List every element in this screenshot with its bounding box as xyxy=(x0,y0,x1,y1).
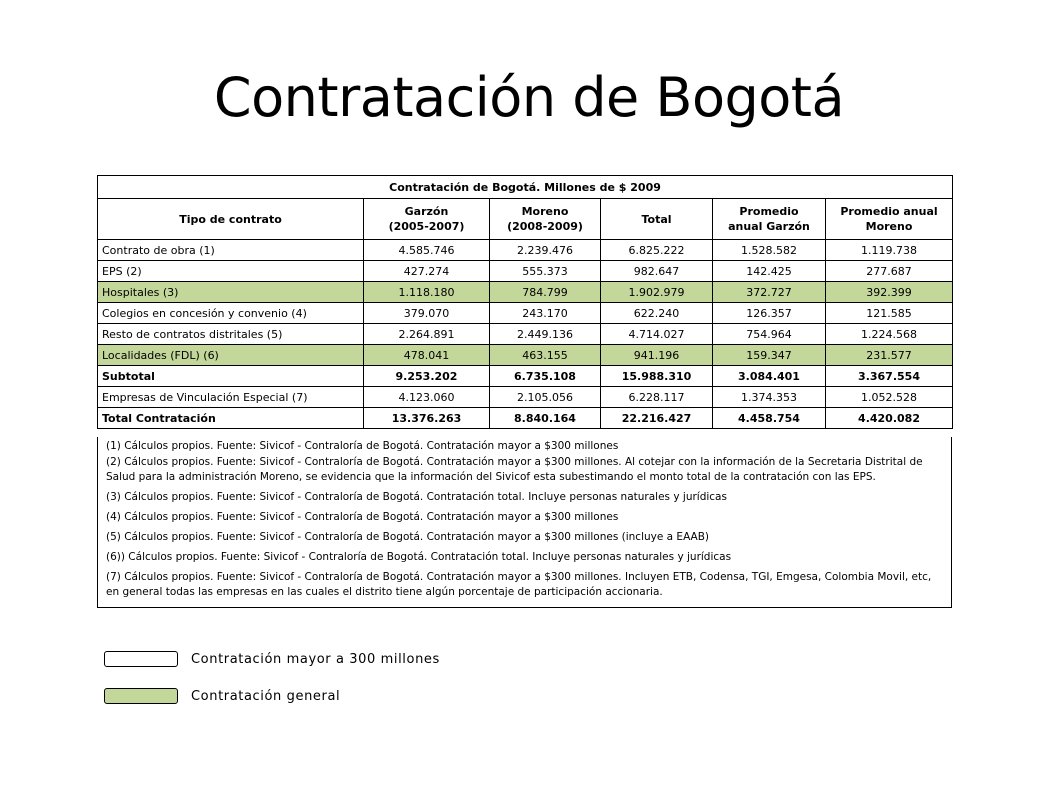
value-cell: 13.376.263 xyxy=(364,408,490,429)
footnotes xyxy=(97,437,952,608)
value-cell: 2.105.056 xyxy=(490,387,601,408)
footnote: (2) Cálculos propios. Fuente: Sivicof - Contraloría de Bogotá. Contratación mayor a $300 millones. Al cotejar con la información de la Secretaria Distrital de Salud para la administración Moreno, se evidencia que la información del Sivicof esta subestimando el monto total de la contratación con las EPS. xyxy=(106,456,923,483)
value-cell: 754.964 xyxy=(713,324,826,345)
footnote: (4) Cálculos propios. Fuente: Sivicof - Contraloría de Bogotá. Contratación mayor a $300 millones xyxy=(106,511,619,523)
value-cell: 4.714.027 xyxy=(601,324,713,345)
value-cell: 159.347 xyxy=(713,345,826,366)
value-cell: 784.799 xyxy=(490,282,601,303)
value-cell: 277.687 xyxy=(826,261,953,282)
header-cell: Moreno (2008-2009) xyxy=(490,199,601,240)
footnote: (7) Cálculos propios. Fuente: Sivicof - Contraloría de Bogotá. Contratación mayor a $300 millones. Incluyen ETB, Codensa, TGI, Emgesa, Colombia Movil, etc, en general todas las empresas en las cuales el distrito tiene algún porcentaje de participación accionaria. xyxy=(106,571,932,598)
value-cell: 427.274 xyxy=(364,261,490,282)
legend-item-over-300 xyxy=(104,651,440,667)
value-cell: 126.357 xyxy=(713,303,826,324)
value-cell: 463.155 xyxy=(490,345,601,366)
value-cell: 1.528.582 xyxy=(713,240,826,261)
value-cell: 22.216.427 xyxy=(601,408,713,429)
value-cell: 9.253.202 xyxy=(364,366,490,387)
value-cell: 1.118.180 xyxy=(364,282,490,303)
value-cell: 1.374.353 xyxy=(713,387,826,408)
row-label-cell: Resto de contratos distritales (5) xyxy=(98,324,364,345)
value-cell: 982.647 xyxy=(601,261,713,282)
value-cell: 2.239.476 xyxy=(490,240,601,261)
table-row xyxy=(98,408,953,429)
header-cell: Total xyxy=(601,199,713,240)
value-cell: 379.070 xyxy=(364,303,490,324)
value-cell: 142.425 xyxy=(713,261,826,282)
table-row xyxy=(98,303,953,324)
value-cell: 392.399 xyxy=(826,282,953,303)
value-cell: 8.840.164 xyxy=(490,408,601,429)
value-cell: 4.420.082 xyxy=(826,408,953,429)
value-cell: 4.458.754 xyxy=(713,408,826,429)
value-cell: 2.449.136 xyxy=(490,324,601,345)
value-cell: 1.119.738 xyxy=(826,240,953,261)
row-label-cell: Empresas de Vinculación Especial (7) xyxy=(98,387,364,408)
value-cell: 2.264.891 xyxy=(364,324,490,345)
table-row xyxy=(98,387,953,408)
value-cell: 15.988.310 xyxy=(601,366,713,387)
value-cell: 941.196 xyxy=(601,345,713,366)
row-label-cell: Hospitales (3) xyxy=(98,282,364,303)
table-row xyxy=(98,324,953,345)
row-label-cell: EPS (2) xyxy=(98,261,364,282)
value-cell: 243.170 xyxy=(490,303,601,324)
value-cell: 6.735.108 xyxy=(490,366,601,387)
legend-label: Contratación mayor a 300 millones xyxy=(191,651,440,667)
value-cell: 4.585.746 xyxy=(364,240,490,261)
table-row xyxy=(98,282,953,303)
legend-label: Contratación general xyxy=(191,688,341,704)
row-label-cell: Contrato de obra (1) xyxy=(98,240,364,261)
value-cell: 3.367.554 xyxy=(826,366,953,387)
table-row xyxy=(98,366,953,387)
table-caption: Contratación de Bogotá. Millones de $ 2009 xyxy=(98,176,953,199)
value-cell: 3.084.401 xyxy=(713,366,826,387)
row-label-cell: Colegios en concesión y convenio (4) xyxy=(98,303,364,324)
row-label-cell: Total Contratación xyxy=(98,408,364,429)
header-cell: Garzón (2005-2007) xyxy=(364,199,490,240)
table-row xyxy=(98,345,953,366)
slide-title: Contratación de Bogotá xyxy=(213,66,845,129)
value-cell: 4.123.060 xyxy=(364,387,490,408)
contracting-table xyxy=(97,175,953,429)
value-cell: 6.228.117 xyxy=(601,387,713,408)
value-cell: 1.052.528 xyxy=(826,387,953,408)
footnote: (1) Cálculos propios. Fuente: Sivicof - Contraloría de Bogotá. Contratación mayor a $300 millones xyxy=(106,440,619,452)
value-cell: 372.727 xyxy=(713,282,826,303)
table-row xyxy=(98,261,953,282)
table-row xyxy=(98,240,953,261)
value-cell: 478.041 xyxy=(364,345,490,366)
header-cell: Promedio anual Garzón xyxy=(713,199,826,240)
row-label-cell: Localidades (FDL) (6) xyxy=(98,345,364,366)
footnote: (3) Cálculos propios. Fuente: Sivicof - Contraloría de Bogotá. Contratación total. Incluye personas naturales y jurídicas xyxy=(106,491,727,503)
header-cell: Promedio anual Moreno xyxy=(826,199,953,240)
table-header-row xyxy=(98,199,953,240)
row-label-cell: Subtotal xyxy=(98,366,364,387)
value-cell: 622.240 xyxy=(601,303,713,324)
value-cell: 231.577 xyxy=(826,345,953,366)
value-cell: 6.825.222 xyxy=(601,240,713,261)
value-cell: 1.902.979 xyxy=(601,282,713,303)
value-cell: 1.224.568 xyxy=(826,324,953,345)
header-cell: Tipo de contrato xyxy=(98,199,364,240)
value-cell: 121.585 xyxy=(826,303,953,324)
legend-item-general xyxy=(104,688,340,704)
value-cell: 555.373 xyxy=(490,261,601,282)
legend-swatch-white xyxy=(104,651,178,667)
footnote: (5) Cálculos propios. Fuente: Sivicof - Contraloría de Bogotá. Contratación mayor a $300 millones (incluye a EAAB) xyxy=(106,531,710,543)
table-body xyxy=(98,240,953,429)
footnote: (6)) Cálculos propios. Fuente: Sivicof - Contraloría de Bogotá. Contratación total. Incluye personas naturales y jurídicas xyxy=(106,551,732,563)
legend-swatch-green xyxy=(104,688,178,704)
